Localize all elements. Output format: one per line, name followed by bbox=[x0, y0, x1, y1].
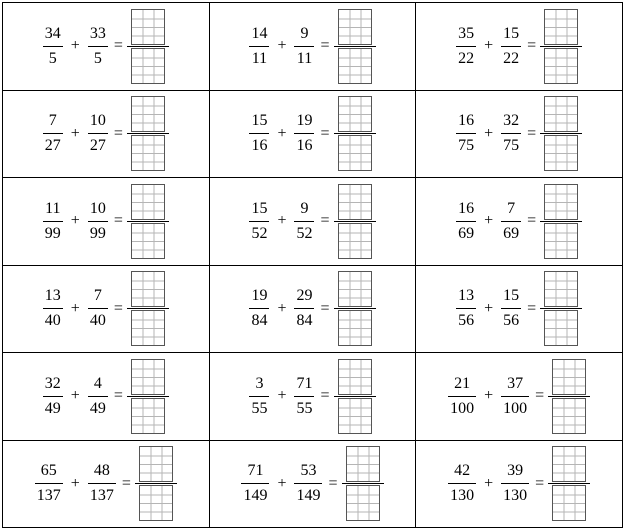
equals-sign: = bbox=[121, 474, 131, 492]
second-denominator: 22 bbox=[503, 49, 520, 67]
second-numerator: 37 bbox=[507, 374, 524, 392]
equals-sign: = bbox=[527, 299, 537, 317]
first-fraction bbox=[43, 287, 63, 330]
problem-cell bbox=[416, 265, 623, 353]
first-denominator: 16 bbox=[251, 137, 268, 155]
first-denominator: 130 bbox=[450, 487, 475, 505]
answer-fraction bbox=[135, 446, 177, 521]
answer-fraction-bar bbox=[334, 308, 376, 309]
first-denominator: 99 bbox=[44, 224, 61, 242]
answer-denominator-box[interactable] bbox=[544, 223, 578, 259]
second-fraction bbox=[88, 200, 108, 243]
second-numerator: 71 bbox=[296, 374, 313, 392]
answer-fraction-bar bbox=[540, 221, 582, 222]
answer-fraction bbox=[540, 271, 582, 346]
answer-numerator-box[interactable] bbox=[139, 446, 173, 482]
plus-sign: + bbox=[484, 37, 494, 55]
equals-sign: = bbox=[113, 37, 123, 55]
answer-fraction-bar bbox=[127, 46, 169, 47]
second-denominator: 99 bbox=[89, 224, 106, 242]
first-numerator: 65 bbox=[40, 462, 57, 480]
second-fraction bbox=[294, 462, 322, 505]
first-denominator: 22 bbox=[458, 49, 475, 67]
second-numerator: 19 bbox=[296, 112, 313, 130]
answer-numerator-box[interactable] bbox=[338, 359, 372, 395]
answer-numerator-box[interactable] bbox=[552, 359, 586, 395]
second-numerator: 53 bbox=[300, 462, 317, 480]
second-fraction bbox=[88, 112, 108, 155]
first-numerator: 42 bbox=[454, 462, 471, 480]
fraction-addition-problem bbox=[456, 271, 582, 346]
second-numerator: 32 bbox=[503, 112, 520, 130]
answer-denominator-box[interactable] bbox=[338, 310, 372, 346]
equals-sign: = bbox=[527, 37, 537, 55]
second-fraction bbox=[88, 287, 108, 330]
problem-cell bbox=[416, 440, 623, 528]
answer-fraction-bar bbox=[334, 221, 376, 222]
answer-fraction bbox=[334, 359, 376, 434]
problem-cell bbox=[209, 90, 416, 178]
answer-numerator-box[interactable] bbox=[131, 359, 165, 395]
answer-fraction-bar bbox=[342, 483, 384, 484]
problem-cell bbox=[3, 440, 210, 528]
first-numerator: 11 bbox=[45, 199, 61, 217]
fraction-addition-problem bbox=[241, 446, 383, 521]
plus-sign: + bbox=[70, 387, 80, 405]
second-numerator: 48 bbox=[93, 462, 110, 480]
second-fraction bbox=[501, 200, 521, 243]
second-denominator: 11 bbox=[296, 49, 313, 67]
answer-numerator-box[interactable] bbox=[346, 446, 380, 482]
worksheet-table bbox=[2, 2, 623, 528]
fraction-addition-problem bbox=[43, 184, 169, 259]
second-denominator: 100 bbox=[503, 399, 528, 417]
second-fraction bbox=[88, 375, 108, 418]
equals-sign: = bbox=[320, 299, 330, 317]
second-denominator: 137 bbox=[89, 487, 114, 505]
second-fraction bbox=[501, 287, 521, 330]
answer-fraction-bar bbox=[540, 133, 582, 134]
fraction-addition-problem bbox=[249, 184, 375, 259]
worksheet-row bbox=[3, 353, 623, 441]
second-fraction bbox=[294, 200, 314, 243]
answer-denominator-box[interactable] bbox=[131, 223, 165, 259]
second-numerator: 4 bbox=[93, 374, 102, 392]
equals-sign: = bbox=[328, 474, 338, 492]
second-fraction bbox=[88, 25, 108, 68]
answer-fraction-bar bbox=[127, 308, 169, 309]
first-denominator: 49 bbox=[44, 399, 61, 417]
first-fraction bbox=[43, 200, 63, 243]
answer-fraction-bar bbox=[540, 308, 582, 309]
second-numerator: 33 bbox=[89, 24, 106, 42]
second-denominator: 75 bbox=[503, 137, 520, 155]
problem-cell bbox=[3, 178, 210, 266]
answer-denominator-box[interactable] bbox=[338, 398, 372, 434]
fraction-addition-problem bbox=[43, 359, 169, 434]
first-fraction bbox=[249, 287, 269, 330]
answer-fraction bbox=[334, 96, 376, 171]
first-numerator: 32 bbox=[44, 374, 61, 392]
first-denominator: 149 bbox=[243, 487, 268, 505]
first-numerator: 13 bbox=[458, 287, 475, 305]
fraction-addition-problem bbox=[448, 359, 590, 434]
second-fraction bbox=[501, 25, 521, 68]
plus-sign: + bbox=[484, 474, 494, 492]
problem-cell bbox=[416, 3, 623, 91]
problem-cell bbox=[209, 178, 416, 266]
answer-denominator-box[interactable] bbox=[139, 485, 173, 521]
answer-denominator-box[interactable] bbox=[131, 48, 165, 84]
answer-fraction-bar bbox=[334, 133, 376, 134]
second-numerator: 7 bbox=[507, 199, 516, 217]
fraction-addition-problem bbox=[456, 184, 582, 259]
answer-denominator-box[interactable] bbox=[338, 223, 372, 259]
second-fraction bbox=[501, 375, 529, 418]
equals-sign: = bbox=[113, 212, 123, 230]
answer-numerator-box[interactable] bbox=[338, 9, 372, 45]
second-denominator: 149 bbox=[296, 487, 321, 505]
first-denominator: 5 bbox=[48, 49, 57, 67]
answer-fraction bbox=[540, 184, 582, 259]
first-numerator: 15 bbox=[251, 112, 268, 130]
plus-sign: + bbox=[277, 37, 287, 55]
first-numerator: 7 bbox=[48, 112, 57, 130]
equals-sign: = bbox=[535, 474, 545, 492]
answer-denominator-box[interactable] bbox=[131, 135, 165, 171]
first-denominator: 100 bbox=[450, 399, 475, 417]
answer-fraction bbox=[127, 184, 169, 259]
second-denominator: 49 bbox=[89, 399, 106, 417]
fraction-addition-problem bbox=[43, 271, 169, 346]
second-fraction bbox=[501, 462, 529, 505]
first-denominator: 27 bbox=[44, 137, 61, 155]
answer-fraction bbox=[127, 271, 169, 346]
second-denominator: 52 bbox=[296, 224, 313, 242]
answer-fraction-bar bbox=[548, 396, 590, 397]
first-fraction bbox=[456, 112, 476, 155]
first-numerator: 13 bbox=[44, 287, 61, 305]
first-numerator: 15 bbox=[251, 199, 268, 217]
worksheet-row bbox=[3, 265, 623, 353]
first-numerator: 14 bbox=[251, 24, 268, 42]
equals-sign: = bbox=[113, 299, 123, 317]
problem-cell bbox=[209, 265, 416, 353]
answer-fraction bbox=[127, 9, 169, 84]
second-denominator: 130 bbox=[503, 487, 528, 505]
second-fraction bbox=[294, 25, 314, 68]
worksheet-row bbox=[3, 178, 623, 266]
answer-fraction-bar bbox=[334, 46, 376, 47]
fraction-addition-problem bbox=[249, 359, 375, 434]
problem-cell bbox=[416, 90, 623, 178]
answer-fraction-bar bbox=[127, 133, 169, 134]
equals-sign: = bbox=[527, 124, 537, 142]
second-fraction bbox=[88, 462, 116, 505]
equals-sign: = bbox=[320, 124, 330, 142]
plus-sign: + bbox=[484, 124, 494, 142]
second-fraction bbox=[501, 112, 521, 155]
second-numerator: 29 bbox=[296, 287, 313, 305]
answer-denominator-box[interactable] bbox=[544, 310, 578, 346]
equals-sign: = bbox=[113, 124, 123, 142]
fraction-addition-problem bbox=[249, 96, 375, 171]
first-denominator: 84 bbox=[251, 312, 268, 330]
plus-sign: + bbox=[70, 299, 80, 317]
worksheet-row bbox=[3, 3, 623, 91]
second-denominator: 5 bbox=[93, 49, 102, 67]
first-fraction bbox=[249, 375, 269, 418]
problem-cell bbox=[209, 3, 416, 91]
plus-sign: + bbox=[277, 387, 287, 405]
answer-denominator-box[interactable] bbox=[544, 135, 578, 171]
first-numerator: 3 bbox=[255, 374, 264, 392]
plus-sign: + bbox=[484, 299, 494, 317]
plus-sign: + bbox=[484, 212, 494, 230]
equals-sign: = bbox=[320, 37, 330, 55]
answer-fraction bbox=[548, 359, 590, 434]
second-numerator: 9 bbox=[300, 24, 309, 42]
first-fraction bbox=[43, 375, 63, 418]
answer-fraction-bar bbox=[334, 396, 376, 397]
plus-sign: + bbox=[70, 212, 80, 230]
problem-cell bbox=[3, 265, 210, 353]
second-denominator: 16 bbox=[296, 137, 313, 155]
answer-fraction bbox=[334, 184, 376, 259]
answer-denominator-box[interactable] bbox=[346, 485, 380, 521]
answer-numerator-box[interactable] bbox=[544, 271, 578, 307]
answer-denominator-box[interactable] bbox=[552, 485, 586, 521]
first-fraction bbox=[35, 462, 63, 505]
problem-cell bbox=[209, 353, 416, 441]
problem-cell bbox=[3, 3, 210, 91]
first-denominator: 137 bbox=[36, 487, 61, 505]
first-fraction bbox=[241, 462, 269, 505]
second-denominator: 69 bbox=[503, 224, 520, 242]
answer-numerator-box[interactable] bbox=[131, 184, 165, 220]
first-denominator: 55 bbox=[251, 399, 268, 417]
first-fraction bbox=[249, 112, 269, 155]
second-denominator: 27 bbox=[89, 137, 106, 155]
second-numerator: 39 bbox=[507, 462, 524, 480]
second-numerator: 10 bbox=[89, 112, 106, 130]
answer-denominator-box[interactable] bbox=[338, 48, 372, 84]
fraction-addition-problem bbox=[456, 9, 582, 84]
first-fraction bbox=[448, 462, 476, 505]
fraction-addition-problem bbox=[456, 96, 582, 171]
problem-cell bbox=[3, 90, 210, 178]
answer-fraction bbox=[342, 446, 384, 521]
answer-fraction bbox=[334, 9, 376, 84]
plus-sign: + bbox=[277, 212, 287, 230]
second-numerator: 9 bbox=[300, 199, 309, 217]
answer-fraction-bar bbox=[127, 396, 169, 397]
first-numerator: 34 bbox=[44, 24, 61, 42]
first-fraction bbox=[249, 25, 269, 68]
answer-fraction-bar bbox=[127, 221, 169, 222]
first-fraction bbox=[43, 112, 63, 155]
plus-sign: + bbox=[277, 474, 287, 492]
worksheet-row bbox=[3, 440, 623, 528]
second-numerator: 10 bbox=[89, 199, 106, 217]
answer-numerator-box[interactable] bbox=[544, 96, 578, 132]
answer-fraction bbox=[540, 9, 582, 84]
equals-sign: = bbox=[320, 212, 330, 230]
plus-sign: + bbox=[484, 387, 494, 405]
first-denominator: 69 bbox=[458, 224, 475, 242]
equals-sign: = bbox=[320, 387, 330, 405]
answer-fraction bbox=[334, 271, 376, 346]
fraction-addition-problem bbox=[249, 9, 375, 84]
first-denominator: 75 bbox=[458, 137, 475, 155]
first-numerator: 71 bbox=[247, 462, 264, 480]
problem-cell bbox=[416, 178, 623, 266]
answer-fraction-bar bbox=[540, 46, 582, 47]
answer-denominator-box[interactable] bbox=[552, 398, 586, 434]
answer-denominator-box[interactable] bbox=[131, 398, 165, 434]
first-fraction bbox=[456, 200, 476, 243]
second-denominator: 56 bbox=[503, 312, 520, 330]
answer-fraction bbox=[548, 446, 590, 521]
plus-sign: + bbox=[70, 474, 80, 492]
equals-sign: = bbox=[535, 387, 545, 405]
second-numerator: 15 bbox=[503, 24, 520, 42]
first-fraction bbox=[456, 287, 476, 330]
fraction-addition-problem bbox=[43, 9, 169, 84]
second-denominator: 55 bbox=[296, 399, 313, 417]
problem-cell bbox=[416, 353, 623, 441]
plus-sign: + bbox=[277, 299, 287, 317]
answer-numerator-box[interactable] bbox=[338, 184, 372, 220]
answer-denominator-box[interactable] bbox=[544, 48, 578, 84]
answer-fraction bbox=[540, 96, 582, 171]
second-numerator: 15 bbox=[503, 287, 520, 305]
answer-numerator-box[interactable] bbox=[552, 446, 586, 482]
answer-fraction-bar bbox=[135, 483, 177, 484]
answer-numerator-box[interactable] bbox=[131, 271, 165, 307]
first-denominator: 40 bbox=[44, 312, 61, 330]
answer-numerator-box[interactable] bbox=[131, 96, 165, 132]
second-denominator: 40 bbox=[89, 312, 106, 330]
answer-numerator-box[interactable] bbox=[338, 96, 372, 132]
second-denominator: 84 bbox=[296, 312, 313, 330]
answer-numerator-box[interactable] bbox=[544, 184, 578, 220]
first-fraction bbox=[456, 25, 476, 68]
plus-sign: + bbox=[277, 124, 287, 142]
second-fraction bbox=[294, 112, 314, 155]
worksheet-body bbox=[3, 3, 623, 528]
fraction-addition-problem bbox=[448, 446, 590, 521]
answer-fraction bbox=[127, 359, 169, 434]
answer-numerator-box[interactable] bbox=[544, 9, 578, 45]
fraction-addition-problem bbox=[43, 96, 169, 171]
fraction-addition-problem bbox=[35, 446, 177, 521]
answer-denominator-box[interactable] bbox=[131, 310, 165, 346]
first-fraction bbox=[448, 375, 476, 418]
answer-fraction-bar bbox=[548, 483, 590, 484]
second-numerator: 7 bbox=[93, 287, 102, 305]
first-numerator: 35 bbox=[458, 24, 475, 42]
plus-sign: + bbox=[70, 124, 80, 142]
problem-cell bbox=[209, 440, 416, 528]
equals-sign: = bbox=[527, 212, 537, 230]
equals-sign: = bbox=[113, 387, 123, 405]
first-numerator: 16 bbox=[458, 199, 475, 217]
first-numerator: 19 bbox=[251, 287, 268, 305]
plus-sign: + bbox=[70, 37, 80, 55]
first-fraction bbox=[43, 25, 63, 68]
problem-cell bbox=[3, 353, 210, 441]
answer-numerator-box[interactable] bbox=[338, 271, 372, 307]
fraction-addition-problem bbox=[249, 271, 375, 346]
second-fraction bbox=[294, 287, 314, 330]
first-denominator: 11 bbox=[251, 49, 268, 67]
first-denominator: 52 bbox=[251, 224, 268, 242]
first-numerator: 21 bbox=[454, 374, 471, 392]
answer-numerator-box[interactable] bbox=[131, 9, 165, 45]
answer-fraction bbox=[127, 96, 169, 171]
first-numerator: 16 bbox=[458, 112, 475, 130]
first-denominator: 56 bbox=[458, 312, 475, 330]
second-fraction bbox=[294, 375, 314, 418]
answer-denominator-box[interactable] bbox=[338, 135, 372, 171]
first-fraction bbox=[249, 200, 269, 243]
worksheet-row bbox=[3, 90, 623, 178]
